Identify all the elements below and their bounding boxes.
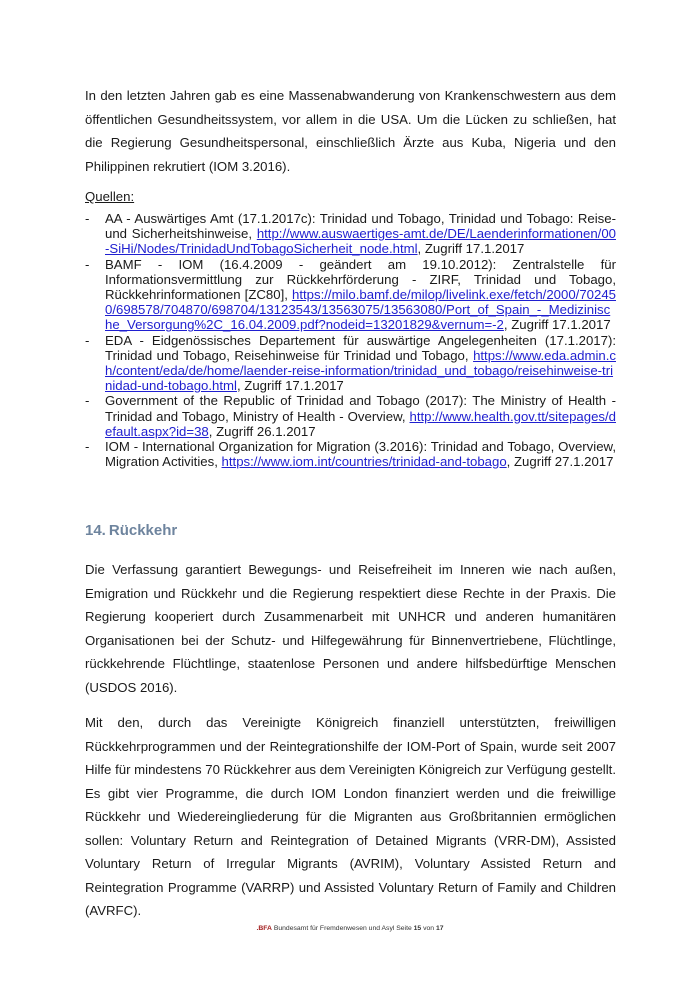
- source-access-date: , Zugriff 26.1.2017: [208, 423, 316, 439]
- source-access-date: , Zugriff 27.1.2017: [506, 454, 614, 470]
- source-link[interactable]: http://www.auswaertiges-amt.de/DE/Laenderinformationen/00-SiHi/Nodes/TrinidadUndTobagoSicherheit_node.html: [105, 226, 616, 257]
- intro-paragraph: In den letzten Jahren gab es eine Massenabwanderung von Krankenschwestern aus dem öffentlichen Gesundheitssystem, vor allem in die USA. Um die Lücken zu schließen, hat die Regierung Gesundheitspersonal, einschließlich Ärzte aus Kuba, Nigeria und den Philippinen rekrutiert (IOM 3.2016).: [85, 88, 616, 174]
- source-access-date: , Zugriff 17.1.2017: [417, 241, 525, 257]
- section-title: Rückkehr: [108, 522, 178, 539]
- source-access-date: , Zugriff 17.1.2017: [236, 378, 344, 394]
- footer-org: Bundesamt für Fremdenwesen und Asyl Seite: [271, 925, 414, 932]
- source-text: AA - Auswärtiges Amt (17.1.2017c): Trinidad und Tobago, Trinidad und Tobago: Reise- und Sicherheitshinweise,: [105, 211, 616, 242]
- page-number: 15: [413, 925, 422, 932]
- section-heading: [85, 522, 177, 539]
- source-item: [85, 333, 616, 394]
- source-text: Government of the Republic of Trinidad and Tobago (2017): The Ministry of Health - Trinidad and Tobago, Ministry of Health - Overview,: [105, 393, 616, 424]
- source-item: [85, 257, 616, 333]
- source-text: IOM - International Organization for Migration (3.2016): Trinidad and Tobago, Overview, Migration Activities,: [105, 439, 616, 470]
- source-item: [85, 211, 616, 257]
- footer-of: von: [421, 925, 436, 932]
- sources-list: [85, 211, 616, 469]
- source-item: [85, 439, 616, 469]
- source-link[interactable]: https://milo.bamf.de/milop/livelink.exe/fetch/2000/702450/698578/704870/698704/13123543/13563075/13563080/Port_of_Spain_-_Medizinische_Versorgung%2C_16.04.2009.pdf?nodeid=13201829&vernum=-2: [105, 287, 616, 333]
- source-item: [85, 393, 616, 439]
- list-bullet: -: [85, 211, 90, 226]
- sources-label: Quellen:: [85, 189, 135, 204]
- bfa-logo-text: .BFA: [256, 925, 272, 932]
- page-footer: [0, 925, 700, 932]
- source-text: EDA - Eidgenössisches Departement für auswärtige Angelegenheiten (17.1.2017): Trinidad und Tobago, Reisehinweise für Trinidad und Tobago,: [105, 332, 616, 363]
- source-text: BAMF - IOM (16.4.2009 - geändert am 19.10.2012): Zentralstelle für Informationsvermittlung zur Rückkehrförderung - ZIRF, Trinidad und Tobago, Rückkehrinformationen [ZC80],: [105, 256, 616, 303]
- source-link[interactable]: https://www.eda.admin.ch/content/eda/de/home/laender-reise-information/trinidad_und_tobago/reisehinweise-trinidad-und-tobago.html: [105, 347, 616, 394]
- source-link[interactable]: http://www.health.gov.tt/sitepages/default.aspx?id=38: [105, 408, 616, 439]
- list-bullet: -: [85, 256, 90, 272]
- section-number: 14.: [85, 522, 106, 539]
- list-bullet: -: [85, 439, 90, 455]
- list-bullet: -: [85, 332, 90, 348]
- list-bullet: -: [85, 393, 90, 409]
- source-link[interactable]: https://www.iom.int/countries/trinidad-and-tobago: [221, 454, 507, 470]
- section-paragraph: Mit den, durch das Vereinigte Königreich finanziell unterstützten, freiwilligen Rückkehrprogrammen und der Reintegrationshilfe der IOM-Port of Spain, wurde seit 2007 Hilfe für mindestens 70 Rückkehrer aus dem Vereinigten Königreich zur Verfügung gestellt. Es gibt vier Programme, die durch IOM London finanziert werden und die freiwillige Rückkehr und Wiedereingliederung für die Migranten aus Großbritannien ermöglichen sollen: Voluntary Return and Reintegration of Detained Migrants (VRR-DM), Assisted Voluntary Return of Irregular Migrants (AVRIM), Voluntary Assisted Return and Reintegration Programme (VARRP) und Assisted Voluntary Return of Family and Children (AVRFC).: [85, 715, 616, 918]
- section-paragraph: Die Verfassung garantiert Bewegungs- und Reisefreiheit im Inneren wie nach außen, Emigration und Rückkehr und die Regierung respektiert diese Rechte in der Praxis. Die Regierung kooperiert durch Zusammenarbeit mit UNHCR und anderen humanitären Organisationen bei der Schutz- und Hilfegewährung für Binnenvertriebene, Flüchtlinge, rückkehrende Flüchtlinge, staatenlose Personen und andere hilfsbedürftige Menschen (USDOS 2016).: [85, 562, 616, 695]
- page-total: 17: [435, 925, 444, 932]
- source-access-date: , Zugriff 17.1.2017: [503, 317, 611, 333]
